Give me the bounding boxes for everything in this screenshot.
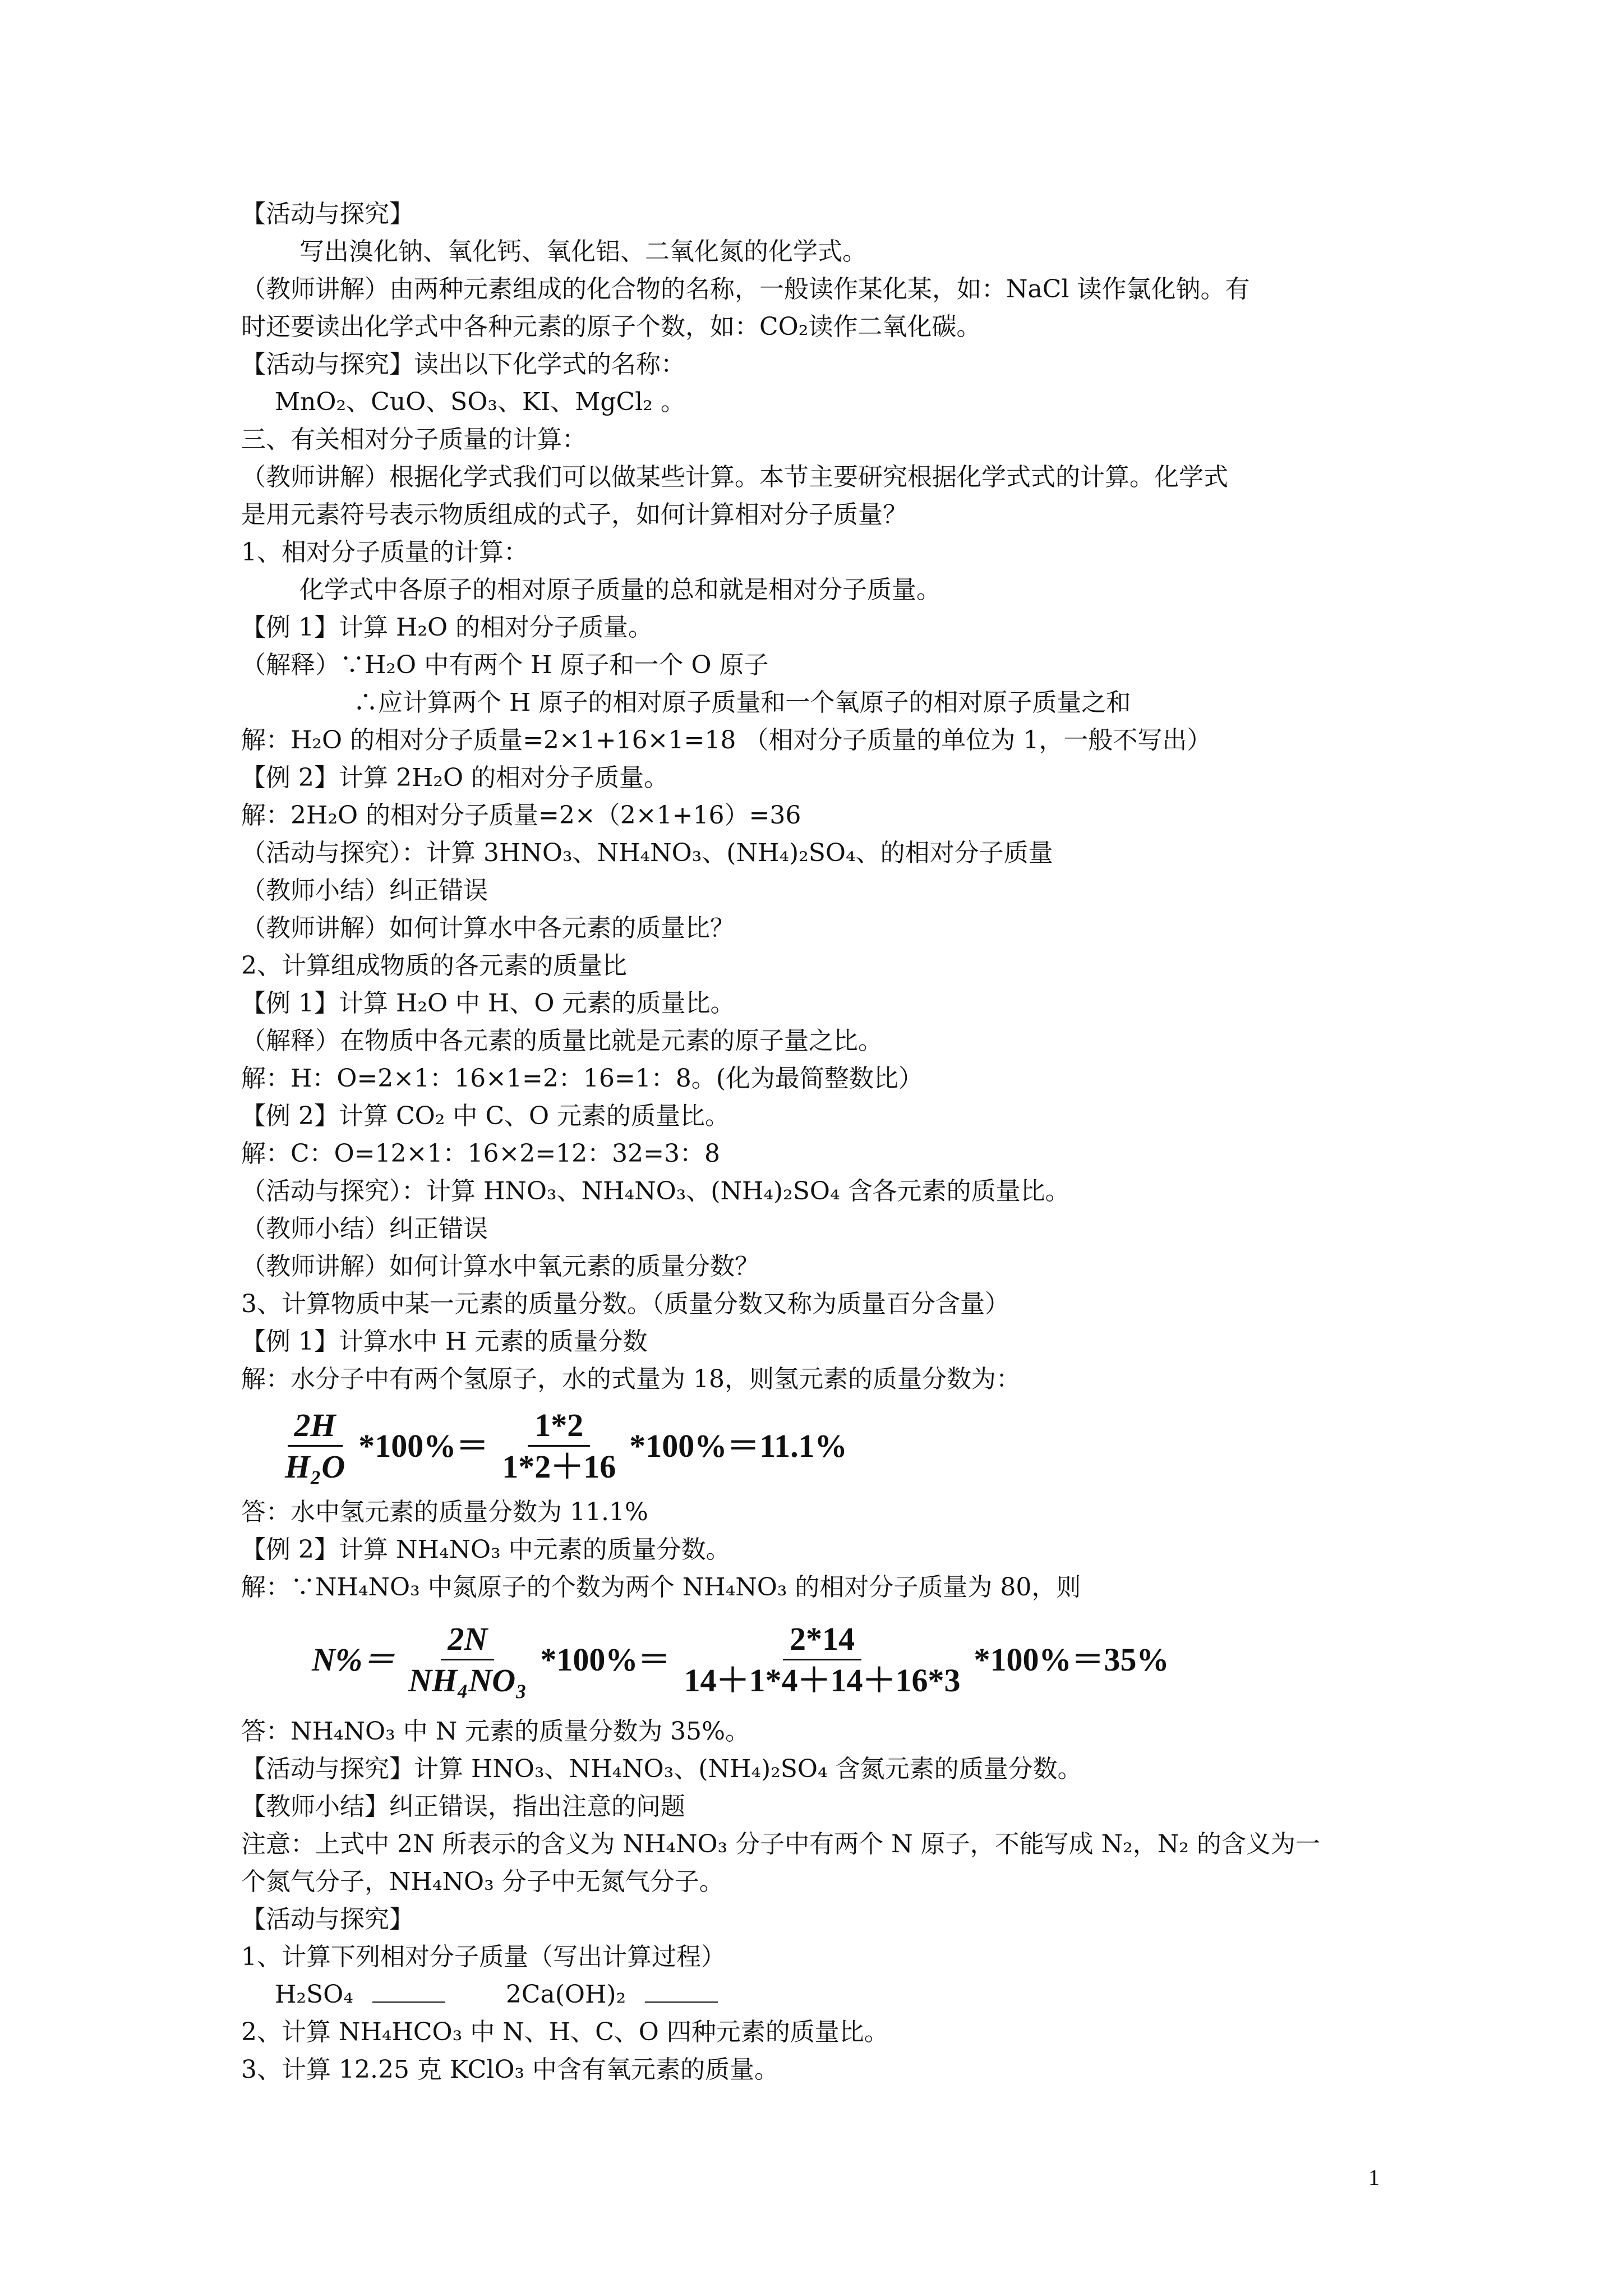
denominator: NH₄NO₃	[408, 1662, 527, 1699]
text-line: 写出溴化钠、氧化钙、氧化铝、二氧化氮的化学式。	[299, 237, 867, 266]
numerator: 2N	[441, 1620, 494, 1660]
text-line: 注意：上式中 2N 所表示的含义为 NH₄NO₃ 分子中有两个 N 原子，不能写成 N₂，N₂ 的含义为一	[241, 1830, 1320, 1858]
formula-result: *100%＝35%	[974, 1641, 1169, 1678]
formula-h2so4: H₂SO₄	[275, 1980, 353, 2009]
example-title: 【例 1】计算 H₂O 的相对分子质量。	[241, 613, 653, 642]
answer-blank[interactable]	[645, 1979, 718, 2003]
formula-hydrogen-fraction	[241, 1398, 1396, 1493]
denominator: 14＋1*4＋14＋16*3	[684, 1662, 961, 1699]
exercise-item: 1、计算下列相对分子质量（写出计算过程）	[241, 1943, 726, 1971]
subsection-title: 1、相对分子质量的计算：	[241, 538, 528, 567]
heading-activity: 【活动与探究】读出以下化学式的名称：	[241, 350, 685, 379]
fraction	[495, 1406, 623, 1485]
text-line: 解：∵NH₄NO₃ 中氮原子的个数为两个 NH₄NO₃ 的相对分子质量为 80，则	[241, 1573, 1081, 1602]
text-line: （解释）∵H₂O 中有两个 H 原子和一个 O 原子	[241, 651, 769, 679]
example-title: 【例 2】计算 NH₄NO₃ 中元素的质量分数。	[241, 1535, 731, 1564]
text-line: 是用元素符号表示物质组成的式子，如何计算相对分子质量？	[241, 500, 907, 529]
heading-summary: 【教师小结】纠正错误，指出注意的问题	[241, 1792, 685, 1821]
text-line: （活动与探究）：计算 3HNO₃、NH₄NO₃、(NH₄)₂SO₄、的相对分子质量	[241, 839, 1053, 867]
example-title: 【例 2】计算 CO₂ 中 C、O 元素的质量比。	[241, 1102, 730, 1130]
formula-lhs: N%＝	[312, 1641, 395, 1678]
numerator: 1*2	[528, 1406, 590, 1447]
fraction	[278, 1406, 352, 1485]
text-line: MnO₂、CuO、SO₃、KI、MgCl₂ 。	[275, 388, 685, 416]
exercise-item: 2、计算 NH₄HCO₃ 中 N、H、C、O 四种元素的质量比。	[241, 2018, 889, 2046]
denominator: 1*2＋16	[502, 1448, 616, 1485]
formula-ca-oh-2: 2Ca(OH)₂	[505, 1980, 626, 2009]
heading-activity: 【活动与探究】计算 HNO₃、NH₄NO₃、(NH₄)₂SO₄ 含氮元素的质量分数。	[241, 1755, 1082, 1783]
text-line: 解：H：O=2×1：16×1=2：16=1：8。(化为最简整数比）	[241, 1064, 923, 1093]
formula-operator: *100%＝	[358, 1427, 489, 1464]
text-line: 化学式中各原子的相对原子质量的总和就是相对分子质量。	[299, 576, 941, 604]
text-line: （解释）在物质中各元素的质量比就是元素的原子量之比。	[241, 1027, 883, 1055]
section-title: 三、有关相对分子质量的计算：	[241, 425, 587, 454]
fraction	[677, 1620, 967, 1699]
text-line: 解：H₂O 的相对分子质量=2×1+16×1=18 （相对分子质量的单位为 1，一般不写出）	[241, 726, 1212, 754]
text-line: ∴应计算两个 H 原子的相对原子质量和一个氧原子的相对原子质量之和	[353, 688, 1131, 717]
text-line: 解：2H₂O 的相对分子质量=2×（2×1+16）=36	[241, 801, 801, 830]
numerator: 2*14	[783, 1620, 861, 1660]
fraction	[402, 1620, 533, 1699]
text-line: （教师讲解）如何计算水中各元素的质量比？	[241, 914, 735, 942]
numerator: 2H	[288, 1406, 343, 1447]
text-line: 时还要读出化学式中各种元素的原子个数，如：CO₂读作二氧化碳。	[241, 312, 981, 341]
page-number: 1	[1368, 2165, 1380, 2190]
text-line: （教师讲解）如何计算水中氧元素的质量分数？	[241, 1252, 759, 1281]
answer-line: 答：水中氢元素的质量分数为 11.1%	[241, 1498, 648, 1526]
answer-blank[interactable]	[372, 1979, 445, 2003]
exercise-item: 3、计算 12.25 克 KClO₃ 中含有氧元素的质量。	[241, 2055, 780, 2084]
text-line: （活动与探究）：计算 HNO₃、NH₄NO₃、(NH₄)₂SO₄ 含各元素的质量比。	[241, 1177, 1070, 1205]
subsection-title: 2、计算组成物质的各元素的质量比	[241, 951, 627, 980]
heading-activity: 【活动与探究】	[241, 1905, 414, 1934]
example-title: 【例 1】计算水中 H 元素的质量分数	[241, 1327, 648, 1356]
text-line: 个氮气分子，NH₄NO₃ 分子中无氮气分子。	[241, 1867, 724, 1896]
heading-activity: 【活动与探究】	[241, 200, 414, 228]
text-line: （教师小结）纠正错误	[241, 1214, 488, 1243]
document-body	[241, 195, 1396, 2088]
text-line: （教师讲解）根据化学式我们可以做某些计算。本节主要研究根据化学式式的计算。化学式	[241, 463, 1228, 491]
answer-line: 答：NH₄NO₃ 中 N 元素的质量分数为 35%。	[241, 1717, 750, 1746]
example-title: 【例 1】计算 H₂O 中 H、O 元素的质量比。	[241, 989, 735, 1018]
denominator: H₂O	[285, 1448, 345, 1485]
text-line: 解：C：O=12×1：16×2=12：32=3：8	[241, 1139, 721, 1168]
text-line: （教师小结）纠正错误	[241, 876, 488, 905]
example-title: 【例 2】计算 2H₂O 的相对分子质量。	[241, 763, 669, 792]
formula-nitrogen-fraction	[241, 1606, 1396, 1713]
exercise-blanks	[241, 1976, 1396, 2013]
text-line: 解：水分子中有两个氢原子，水的式量为 18，则氢元素的质量分数为：	[241, 1365, 1021, 1393]
formula-operator: *100%＝	[540, 1641, 671, 1678]
formula-result: *100%＝11.1%	[629, 1427, 847, 1464]
subsection-title: 3、计算物质中某一元素的质量分数。（质量分数又称为质量百分含量）	[241, 1290, 1009, 1318]
text-line: （教师讲解）由两种元素组成的化合物的名称，一般读作某化某，如：NaCl 读作氯化钠。有	[241, 275, 1250, 303]
